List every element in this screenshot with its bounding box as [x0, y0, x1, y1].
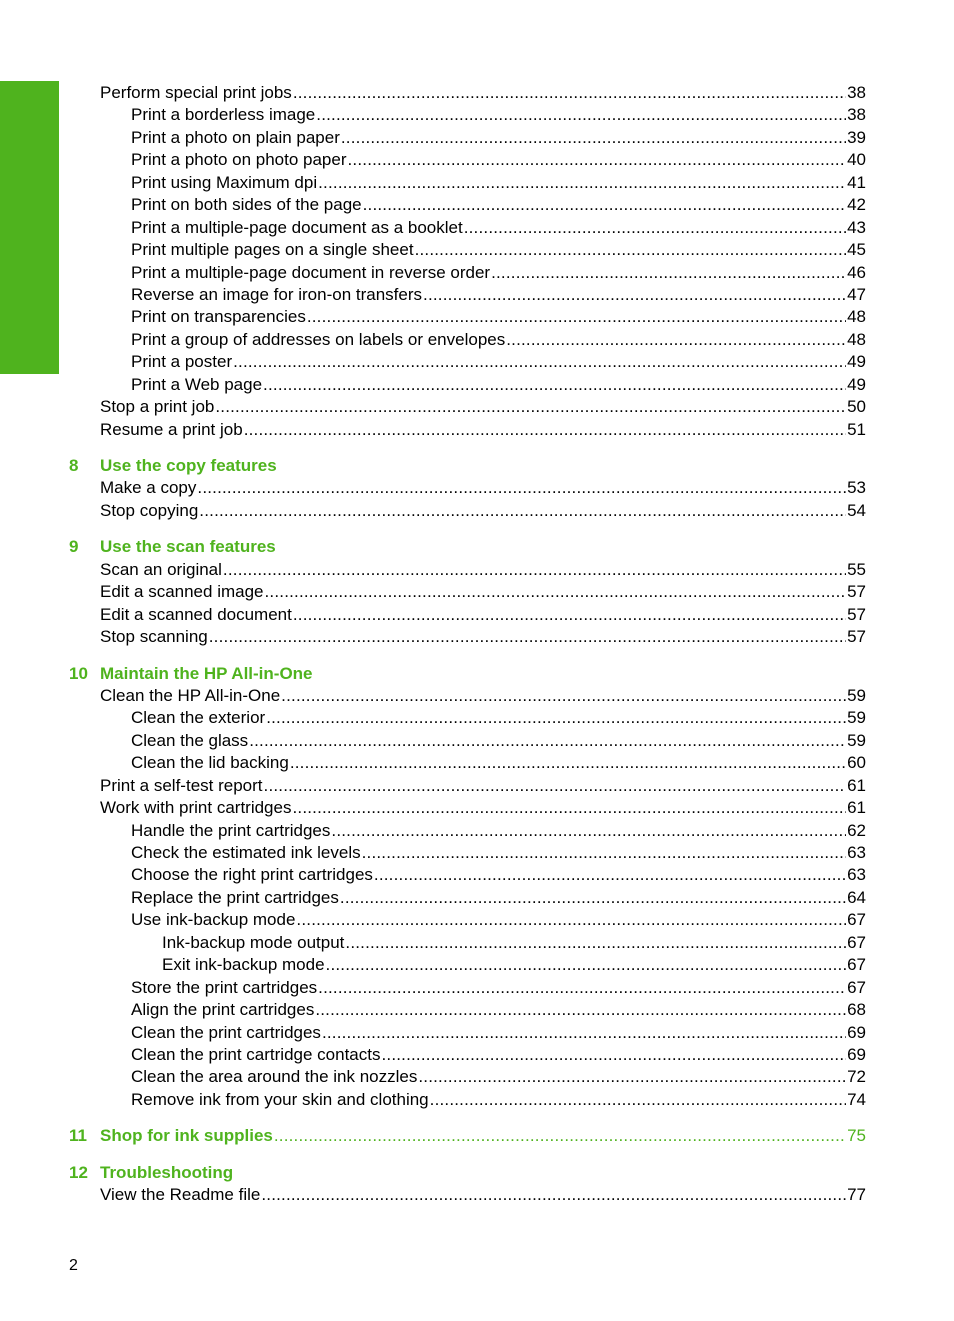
toc-entry[interactable] — [69, 999, 866, 1021]
toc-leader-dots — [263, 374, 846, 396]
toc-entry-page: 40 — [847, 150, 866, 170]
toc-entry[interactable] — [69, 1184, 866, 1206]
chapter-title: Use the copy features — [100, 456, 277, 475]
toc-entry-label: Stop copying — [100, 500, 199, 520]
toc-leader-dots — [418, 1066, 846, 1088]
toc-entry-page: 47 — [847, 284, 866, 304]
toc-leader-dots — [363, 194, 846, 216]
chapter-title: Maintain the HP All-in-One — [100, 663, 313, 683]
toc-entry-label: Clean the area around the ink nozzles — [131, 1067, 418, 1087]
toc-leader-dots — [292, 797, 846, 819]
toc-entry-page: 68 — [847, 1000, 866, 1020]
toc-entry-page: 69 — [847, 1044, 866, 1064]
toc-leader-dots — [307, 306, 846, 328]
toc-entry-page: 63 — [847, 865, 866, 885]
toc-entry-page: 41 — [847, 172, 866, 192]
toc-entry-label: Stop a print job — [100, 397, 215, 417]
toc-entry[interactable] — [69, 1089, 866, 1111]
toc-entry-page: 38 — [847, 83, 866, 102]
toc-entry-page: 48 — [847, 329, 866, 349]
toc-entry-label: Print a Web page — [131, 374, 263, 394]
chapter-title: Troubleshooting — [100, 1162, 234, 1182]
toc-entry-page: 67 — [847, 932, 866, 952]
chapter-heading[interactable] — [69, 1125, 866, 1147]
toc-entry-label: Clean the HP All-in-One — [100, 685, 281, 705]
toc-entry-label: Print using Maximum dpi — [131, 172, 318, 192]
toc-entry-page: 61 — [847, 775, 866, 795]
toc-leader-dots — [415, 239, 847, 261]
toc-leader-dots — [506, 329, 846, 351]
toc-entry[interactable] — [69, 820, 866, 842]
toc-leader-dots — [199, 500, 846, 522]
toc-entry-page: 38 — [847, 105, 866, 125]
toc-entry-page: 57 — [847, 604, 866, 624]
toc-entry-label: Clean the exterior — [131, 708, 266, 728]
toc-entry-page: 57 — [847, 582, 866, 602]
toc-entry-label: Print a group of addresses on labels or envelopes — [131, 329, 506, 349]
toc-entry-label: Print a borderless image — [131, 105, 316, 125]
toc-leader-dots — [331, 820, 846, 842]
toc-leader-dots — [266, 707, 846, 729]
toc-entry[interactable] — [69, 351, 866, 373]
toc-leader-dots — [244, 419, 846, 441]
toc-entry-page: 43 — [847, 217, 866, 237]
toc-entry-label: Stop scanning — [100, 627, 208, 647]
toc-leader-dots — [281, 685, 846, 707]
toc-entry[interactable] — [69, 707, 866, 729]
toc-entry-page: 45 — [847, 240, 866, 260]
toc-entry[interactable] — [69, 977, 866, 999]
toc-leader-dots — [223, 559, 846, 581]
toc-entry-label: Edit a scanned document — [100, 604, 292, 624]
toc-entry[interactable] — [69, 797, 866, 819]
toc-entry-page: 39 — [847, 127, 866, 147]
toc-leader-dots — [318, 172, 846, 194]
toc-entry-label: Clean the print cartridges — [131, 1022, 321, 1042]
toc-entry[interactable] — [69, 775, 866, 797]
toc-entry-page: 46 — [847, 262, 866, 282]
chapter-number: 10 — [69, 663, 88, 683]
toc-entry-label: Handle the print cartridges — [131, 820, 331, 840]
toc-entry-label: Ink-backup mode output — [162, 932, 345, 952]
toc-leader-dots — [318, 977, 846, 999]
toc-entry[interactable] — [69, 730, 866, 752]
toc-entry[interactable] — [69, 932, 866, 954]
toc-entry-label: Print multiple pages on a single sheet — [131, 240, 414, 260]
toc-leader-dots — [296, 909, 846, 931]
toc-entry-label: Print on both sides of the page — [131, 195, 362, 215]
toc-leader-dots — [293, 604, 846, 626]
toc-leader-dots — [423, 284, 846, 306]
toc-leader-dots — [316, 104, 846, 126]
toc-entry-label: Remove ink from your skin and clothing — [131, 1089, 429, 1109]
toc-entry-label: Work with print cartridges — [100, 798, 292, 818]
toc-entry-label: Print a multiple-page document in reverse order — [131, 262, 491, 282]
toc-entry-label: Make a copy — [100, 478, 197, 498]
contents-side-tab — [0, 81, 59, 442]
toc-entry-page: 51 — [847, 419, 866, 439]
toc-entry-label: Reverse an image for iron-on transfers — [131, 284, 423, 304]
toc-entry[interactable] — [69, 239, 866, 261]
chapter-title: Use the scan features — [100, 537, 276, 557]
toc-leader-dots — [345, 932, 846, 954]
toc-entry-label: Clean the lid backing — [131, 753, 289, 773]
toc-leader-dots — [274, 1125, 846, 1147]
chapter-heading[interactable] — [69, 455, 866, 477]
toc-entry-label: Scan an original — [100, 559, 222, 579]
toc-entry[interactable] — [69, 306, 866, 328]
toc-entry[interactable] — [69, 374, 866, 396]
toc-leader-dots — [265, 581, 847, 603]
toc-leader-dots — [348, 149, 847, 171]
toc-entry[interactable] — [69, 396, 866, 418]
toc-entry-label: Align the print cartridges — [131, 1000, 315, 1020]
toc-entry-page: 53 — [847, 478, 866, 498]
toc-entry-label: Print a poster — [131, 352, 233, 372]
toc-leader-dots — [341, 127, 846, 149]
toc-leader-dots — [340, 887, 846, 909]
toc-entry-page: 49 — [847, 352, 866, 372]
toc-leader-dots — [464, 217, 846, 239]
toc-entry-page: 69 — [847, 1022, 866, 1042]
toc-entry-page: 59 — [847, 708, 866, 728]
side-tab-label: Contents — [21, 384, 37, 442]
chapter-number: 11 — [69, 1126, 87, 1146]
toc-entry-page: 49 — [847, 374, 866, 394]
toc-leader-dots — [315, 999, 846, 1021]
toc-entry-page: 55 — [847, 559, 866, 579]
chapter-number: 12 — [69, 1162, 88, 1182]
toc-leader-dots — [209, 626, 846, 648]
toc-entry-label: Store the print cartridges — [131, 977, 318, 997]
toc-leader-dots — [197, 477, 846, 499]
toc-leader-dots — [233, 351, 846, 373]
chapter-title: Shop for ink supplies — [100, 1126, 273, 1146]
toc-entry-page: 54 — [847, 500, 866, 520]
toc-entry-page: 74 — [847, 1089, 866, 1109]
toc-entry-label: View the Readme file — [100, 1185, 261, 1205]
toc-entry[interactable] — [69, 752, 866, 774]
toc-entry[interactable] — [69, 864, 866, 886]
table-of-contents — [69, 82, 866, 1207]
toc-leader-dots — [215, 396, 846, 418]
toc-entry[interactable] — [69, 217, 866, 239]
chapter-heading[interactable] — [69, 663, 866, 685]
chapter-number: 8 — [69, 456, 79, 475]
toc-entry[interactable] — [69, 604, 866, 626]
chapter-page: 75 — [847, 1126, 866, 1146]
toc-entry-label: Choose the right print cartridges — [131, 865, 373, 885]
toc-leader-dots — [430, 1089, 846, 1111]
toc-entry[interactable] — [69, 581, 866, 603]
toc-entry-page: 59 — [847, 685, 866, 705]
toc-entry-label: Clean the glass — [131, 730, 249, 750]
toc-entry[interactable] — [69, 909, 866, 931]
toc-entry[interactable] — [69, 887, 866, 909]
toc-leader-dots — [290, 752, 846, 774]
chapter-number: 9 — [69, 537, 79, 557]
toc-leader-dots — [261, 1184, 846, 1206]
toc-entry[interactable] — [69, 329, 866, 351]
toc-entry[interactable] — [69, 500, 866, 522]
chapter-heading[interactable] — [69, 1162, 866, 1184]
toc-entry-page: 64 — [847, 887, 866, 907]
toc-entry[interactable] — [69, 262, 866, 284]
toc-entry[interactable] — [69, 172, 866, 194]
toc-entry-page: 72 — [847, 1067, 866, 1087]
toc-entry-page: 77 — [847, 1185, 866, 1205]
toc-leader-dots — [491, 262, 846, 284]
toc-entry-label: Print a self-test report — [100, 775, 263, 795]
toc-entry-page: 67 — [847, 955, 866, 975]
toc-entry-label: Print on transparencies — [131, 307, 306, 327]
toc-entry[interactable] — [69, 127, 866, 149]
toc-entry[interactable] — [69, 149, 866, 171]
toc-entry[interactable] — [69, 842, 866, 864]
toc-entry[interactable] — [69, 419, 866, 441]
toc-entry[interactable] — [69, 477, 866, 499]
toc-entry[interactable] — [69, 1066, 866, 1088]
toc-leader-dots — [381, 1044, 846, 1066]
toc-entry[interactable] — [69, 1044, 866, 1066]
toc-entry-page: 62 — [847, 820, 866, 840]
toc-entry[interactable] — [69, 1022, 866, 1044]
toc-entry-page: 61 — [847, 798, 866, 818]
toc-entry-label: Exit ink-backup mode — [162, 955, 325, 975]
toc-entry-label: Print a photo on plain paper — [131, 127, 340, 147]
toc-entry-label: Perform special print jobs — [100, 83, 292, 102]
toc-entry-label: Print a photo on photo paper — [131, 150, 347, 170]
toc-entry[interactable] — [69, 626, 866, 648]
toc-entry-label: Resume a print job — [100, 419, 243, 439]
toc-entry[interactable] — [69, 685, 866, 707]
toc-leader-dots — [374, 864, 846, 886]
toc-entry[interactable] — [69, 194, 866, 216]
toc-leader-dots — [326, 954, 847, 976]
toc-leader-dots — [322, 1022, 846, 1044]
toc-leader-dots — [249, 730, 846, 752]
toc-leader-dots — [362, 842, 846, 864]
toc-entry-label: Print a multiple-page document as a booklet — [131, 217, 463, 237]
toc-entry-page: 42 — [847, 195, 866, 215]
toc-entry-label: Edit a scanned image — [100, 582, 264, 602]
toc-leader-dots — [264, 775, 847, 797]
toc-entry[interactable] — [69, 104, 866, 126]
page-number: 2 — [69, 1257, 78, 1274]
toc-entry-page: 57 — [847, 627, 866, 647]
toc-entry-page: 67 — [847, 977, 866, 997]
toc-entry-label: Clean the print cartridge contacts — [131, 1044, 381, 1064]
toc-entry-label: Use ink-backup mode — [131, 910, 296, 930]
toc-entry-page: 63 — [847, 843, 866, 862]
toc-entry-label: Replace the print cartridges — [131, 887, 339, 907]
toc-entry[interactable] — [69, 82, 866, 104]
toc-entry-page: 48 — [847, 307, 866, 327]
toc-entry-page: 60 — [847, 753, 866, 773]
toc-entry-label: Check the estimated ink levels — [131, 843, 361, 862]
toc-leader-dots — [293, 82, 846, 104]
toc-entry-page: 59 — [847, 730, 866, 750]
toc-entry[interactable] — [69, 559, 866, 581]
toc-entry-page: 50 — [847, 397, 866, 417]
toc-entry-page: 67 — [847, 910, 866, 930]
toc-entry[interactable] — [69, 954, 866, 976]
chapter-heading[interactable] — [69, 536, 866, 558]
toc-entry[interactable] — [69, 284, 866, 306]
